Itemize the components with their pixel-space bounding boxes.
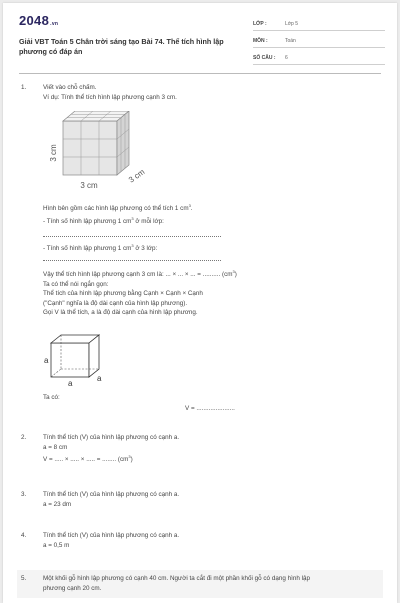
question-number: 2. [21, 434, 27, 441]
text-line [43, 201, 383, 214]
text-line: ("Cạnh" nghĩa là độ dài cạnh của hình lập phương). [43, 299, 188, 307]
volume-answer[interactable]: V = ...................... [185, 405, 235, 412]
question-body [43, 267, 383, 318]
text: ) [234, 271, 237, 279]
meta-row-class [253, 19, 385, 31]
text-line [43, 241, 383, 254]
meta-label: MÔN : [253, 38, 268, 44]
example-text: Ví dụ: Tính thể tích hình lập phương cạnh 3 cm. [43, 93, 177, 101]
text-line: Ta có: [43, 394, 60, 401]
question-text: phương cạnh 20 cm. [43, 584, 102, 592]
meta-value: Toán [285, 38, 296, 44]
cube-a-depth-label: a [97, 374, 102, 383]
question-5 [17, 570, 383, 598]
answer-line[interactable] [43, 260, 221, 261]
header-divider [19, 73, 381, 74]
meta-value: Lớp 5 [285, 21, 299, 27]
header [3, 3, 397, 73]
text-line: Gọi V là thể tích, a là độ dài cạnh của hình lập phương. [43, 309, 198, 317]
question-number: 1. [21, 84, 27, 91]
answer-line[interactable] [43, 236, 221, 237]
question-text: Tính thể tích (V) của hình lập phương có cạnh a. [43, 532, 180, 539]
given-value: a = 23 dm [43, 500, 72, 508]
meta-value: 6 [285, 55, 288, 61]
meta-info [253, 19, 385, 70]
text-line [43, 267, 383, 280]
question-body [43, 433, 383, 465]
question-body [43, 241, 383, 254]
meta-row-subject [253, 36, 385, 48]
logo-suffix: .vn [50, 21, 59, 27]
text-line: Thể tích của hình lập phương bằng Cạnh × Cạnh × Cạnh [43, 290, 203, 298]
text: . [190, 205, 193, 213]
question-text: Một khối gỗ hình lập phương có cạnh 40 cm. Người ta cắt đi một phần khối gỗ có dạng hình lập [43, 575, 310, 582]
worksheet-page [3, 3, 397, 603]
cube-a-bottom-label: a [68, 379, 73, 387]
text: ) [130, 456, 133, 464]
cube-left-label: 3 cm [49, 144, 58, 162]
given-value: a = 0,5 m [43, 541, 70, 549]
question-number: 4. [21, 532, 27, 539]
question-text: Tính thể tích (V) của hình lập phương có cạnh a. [43, 491, 180, 498]
text-line: Ta có thể nói ngắn gọn: [43, 280, 109, 288]
question-body [43, 201, 383, 226]
question-number: 5. [21, 575, 27, 582]
cube-bottom-label: 3 cm [80, 181, 98, 190]
cube-a-left-label: a [44, 356, 49, 365]
question-body [43, 490, 383, 509]
cube-depth-label: 3 cm [126, 167, 147, 185]
page-title: Giải VBT Toán 5 Chân trời sáng tạo Bài 74. Thể tích hình lập phương có đáp án [19, 37, 224, 56]
meta-row-question-count [253, 53, 385, 65]
text: - Tính số hình lập phương 1 cm [43, 217, 132, 225]
text: ở mỗi lớp: [133, 217, 164, 225]
question-number: 3. [21, 491, 27, 498]
formula-line[interactable] [43, 452, 383, 465]
superscript: 3 [131, 215, 134, 221]
text: - Tính số hình lập phương 1 cm [43, 245, 132, 253]
superscript: 3 [232, 269, 235, 274]
superscript: 3 [188, 203, 191, 208]
question-body [43, 531, 383, 550]
question-body [43, 393, 383, 403]
meta-label: LỚP : [253, 21, 267, 27]
text: V = ..... × ..... × ..... = ........ (cm [43, 456, 129, 464]
given-value: a = 8 cm [43, 443, 68, 451]
text: ở 3 lớp: [133, 245, 158, 253]
question-text: Tính thể tích (V) của hình lập phương có cạnh a. [43, 434, 180, 441]
text: Hình bên gồm các hình lập phương có thể tích 1 cm [43, 205, 189, 213]
site-logo[interactable] [19, 13, 58, 28]
cube-a-figure [41, 333, 111, 387]
superscript: 3 [128, 454, 131, 459]
superscript: 3 [131, 243, 134, 248]
text: Vậy thể tích hình lập phương cạnh 3 cm là: ... × ... × ... = .......... (cm [43, 271, 233, 279]
logo-text: 2048 [19, 13, 50, 28]
cube-3x3-figure [49, 111, 169, 193]
text-line [43, 214, 383, 227]
meta-label: SỐ CÂU : [253, 55, 276, 61]
question-body [43, 574, 383, 593]
question-body [43, 83, 383, 102]
question-text: Viết vào chỗ chấm. [43, 84, 97, 91]
